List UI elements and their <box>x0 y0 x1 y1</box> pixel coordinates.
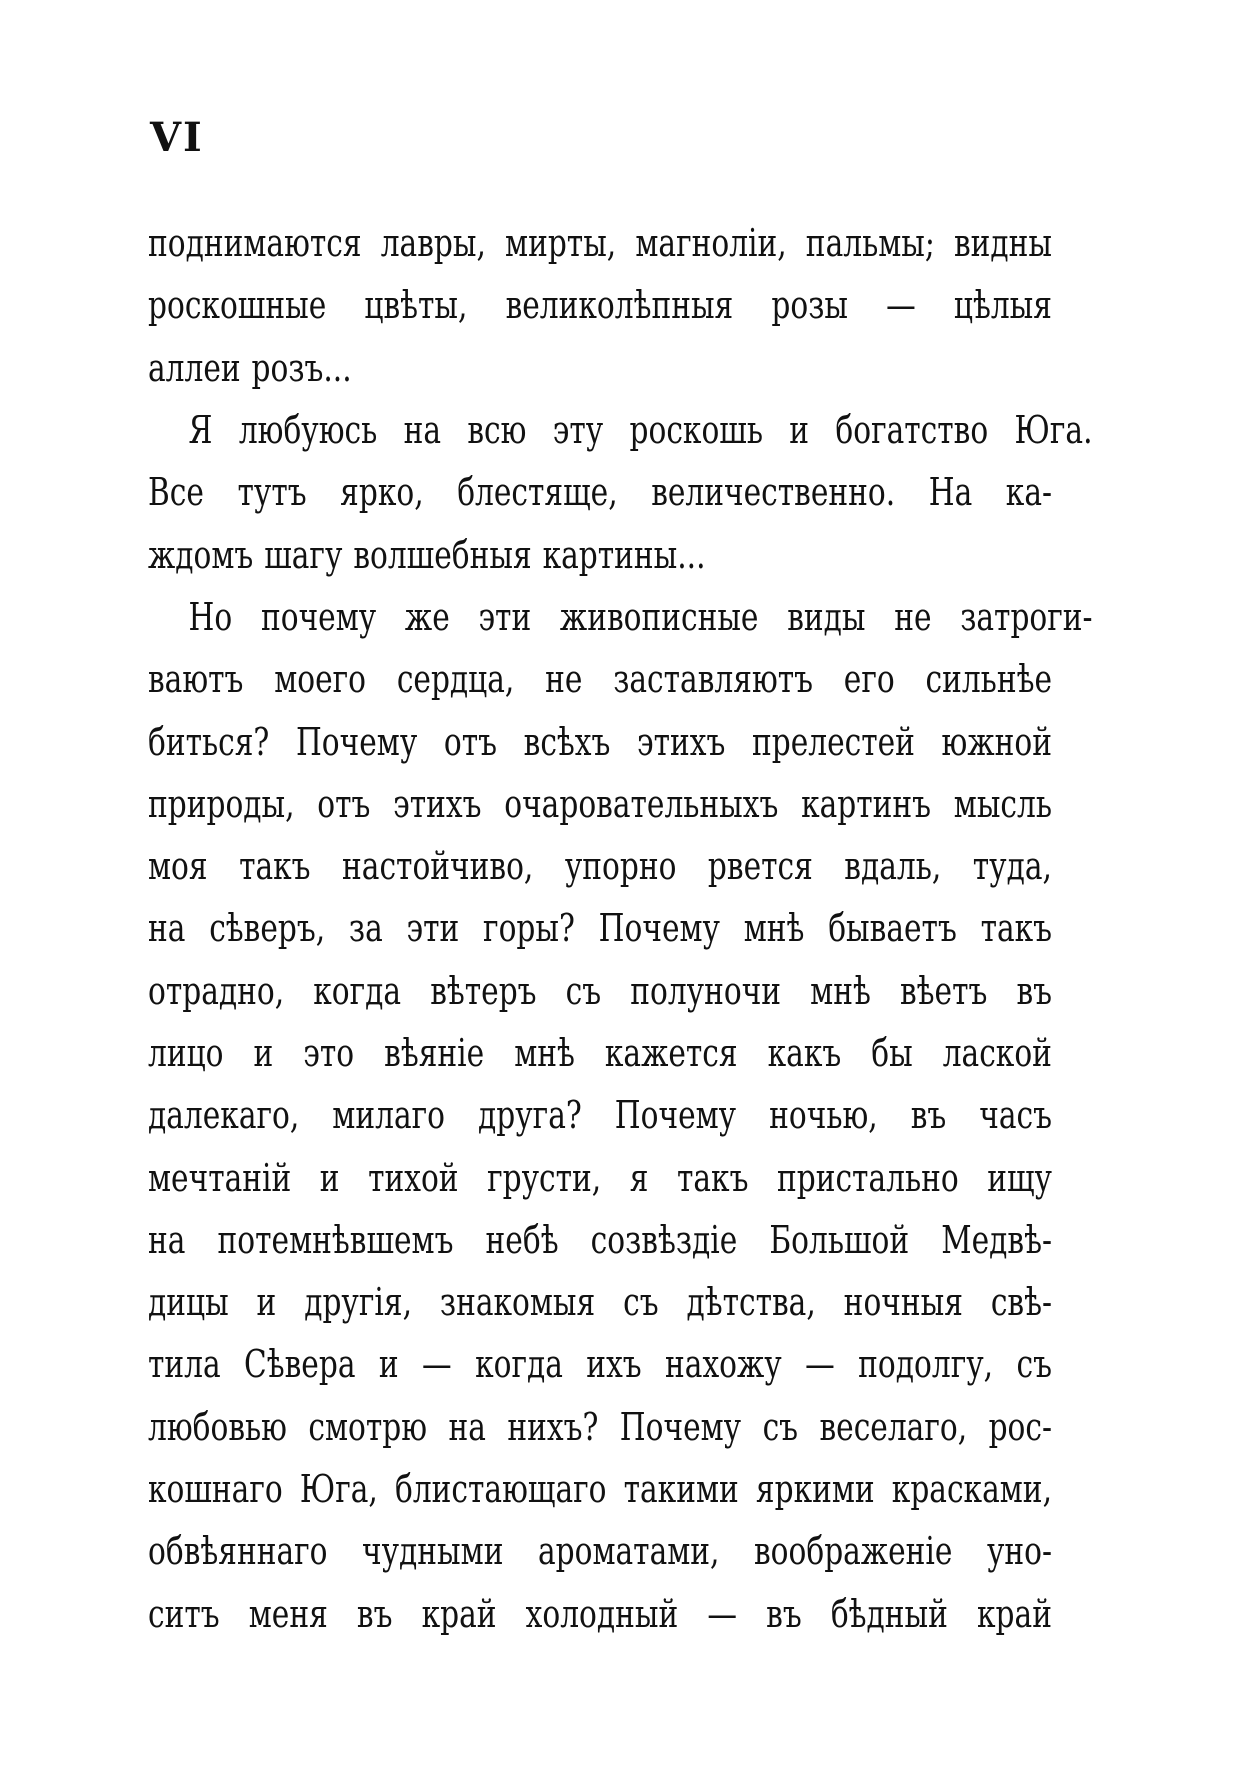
word: ситъ <box>148 1591 220 1636</box>
word: На <box>928 470 973 515</box>
word: съ <box>623 1280 659 1325</box>
word: эту <box>552 408 604 453</box>
word: край <box>977 1591 1052 1636</box>
word: чудными <box>362 1529 504 1574</box>
word: другія, <box>304 1280 413 1325</box>
word: мнѣ <box>514 1031 575 1075</box>
word: холодный <box>525 1591 679 1636</box>
word: биться? <box>148 719 270 764</box>
text-line <box>148 710 1052 772</box>
word: вѣетъ <box>899 968 988 1013</box>
word: Большой <box>769 1217 910 1262</box>
word: рвется <box>707 844 813 889</box>
word: Но <box>188 594 233 639</box>
text-line <box>148 1209 1052 1271</box>
text-line <box>148 1520 1052 1582</box>
word: и <box>256 1280 277 1325</box>
word: любовью <box>148 1404 287 1449</box>
word: ка- <box>1005 470 1053 515</box>
word: заставляютъ <box>613 657 814 702</box>
text-line <box>148 337 1052 399</box>
word: яркими <box>755 1467 875 1512</box>
word: тила <box>148 1342 221 1387</box>
word: блистающаго <box>394 1467 607 1512</box>
word: ночью, <box>769 1093 878 1138</box>
word: блестяще, <box>457 470 618 515</box>
word: настойчиво, <box>342 844 534 889</box>
word: мечтаній <box>148 1155 292 1200</box>
word: подолгу, <box>858 1342 994 1387</box>
text-line <box>148 274 1052 336</box>
word: упорно <box>564 844 677 889</box>
word: не <box>545 657 583 702</box>
word: же <box>404 594 450 639</box>
page-number: VI <box>150 114 204 161</box>
word: сильнѣе <box>925 657 1052 702</box>
text-line <box>148 523 1052 585</box>
word: лицо <box>148 1031 224 1075</box>
word: меня <box>248 1591 328 1636</box>
word: веселаго, <box>819 1404 968 1449</box>
word: картинъ <box>801 781 932 826</box>
word: дицы <box>148 1280 229 1325</box>
word: богатство <box>835 408 989 453</box>
word: мнѣ <box>743 906 805 951</box>
word: такъ <box>980 906 1053 951</box>
word: южной <box>941 719 1052 764</box>
word: такъ <box>239 844 311 889</box>
text-line <box>148 212 1052 274</box>
text-line <box>148 1271 1052 1333</box>
word: ваютъ <box>148 657 244 702</box>
word: Почему <box>295 719 418 764</box>
text-line <box>148 1396 1052 1458</box>
word: на <box>148 906 186 951</box>
word: знакомыя <box>439 1280 596 1325</box>
word: ихъ <box>586 1342 642 1387</box>
word: въ <box>356 1591 393 1636</box>
word: розы <box>771 283 848 328</box>
text-line <box>148 399 1093 461</box>
word: вдаль, <box>844 844 942 889</box>
body-text <box>148 212 1093 1645</box>
word: Почему <box>598 906 720 951</box>
word: грусти, <box>487 1155 602 1200</box>
word: полуночи <box>630 968 782 1013</box>
word: бѣдный <box>830 1591 948 1636</box>
word: съ <box>1016 1342 1052 1387</box>
word: сѣверъ, <box>209 906 326 951</box>
word: такими <box>623 1467 739 1512</box>
word: его <box>843 657 895 702</box>
word: пристально <box>776 1155 959 1200</box>
word: Медвѣ- <box>941 1217 1052 1262</box>
word: воображеніе <box>753 1529 953 1574</box>
word: я <box>629 1155 649 1200</box>
word: обвѣяннаго <box>148 1529 328 1574</box>
word: моя <box>148 844 208 889</box>
word: ярко, <box>340 470 424 515</box>
word: дѣтства, <box>686 1280 816 1325</box>
text-line <box>148 1458 1052 1520</box>
word: Я <box>188 408 213 453</box>
word: Все <box>148 470 204 515</box>
word: любуюсь <box>238 408 378 453</box>
word: какъ <box>767 1031 842 1075</box>
text-line <box>148 960 1052 1022</box>
word: мнѣ <box>810 968 871 1013</box>
word: отъ <box>317 781 371 826</box>
word: аллеи <box>148 345 241 390</box>
word: когда <box>313 968 402 1013</box>
text-line <box>148 773 1052 835</box>
word: пальмы; <box>805 221 935 266</box>
word: прелестей <box>751 719 915 764</box>
word: Сѣвера <box>244 1342 356 1387</box>
word: это <box>303 1031 355 1075</box>
word: въ <box>766 1591 802 1636</box>
word: эти <box>478 594 532 639</box>
word: цвѣты, <box>364 283 468 328</box>
word: виды <box>787 594 866 639</box>
word: мирты, <box>505 221 617 266</box>
word: почему <box>260 594 377 639</box>
word: рос- <box>988 1404 1053 1449</box>
word: ночныя <box>843 1280 963 1325</box>
word: на <box>403 408 442 453</box>
text-line <box>148 461 1052 523</box>
word: очаровательныхъ <box>504 781 779 826</box>
word: бы <box>871 1031 913 1075</box>
word: всю <box>467 408 527 453</box>
word: моего <box>274 657 367 702</box>
text-line <box>148 1146 1052 1208</box>
word: бываетъ <box>828 906 957 951</box>
word: и <box>319 1155 340 1200</box>
word: ищу <box>987 1155 1052 1200</box>
word: — <box>886 283 916 328</box>
word: розъ... <box>251 345 352 390</box>
word: Почему <box>619 1404 742 1449</box>
word: кошнаго <box>148 1467 283 1512</box>
word: Юга, <box>299 1467 378 1512</box>
word: красками, <box>891 1467 1052 1512</box>
word: въ <box>1016 968 1053 1013</box>
word: тутъ <box>237 470 307 515</box>
text-line <box>148 835 1052 897</box>
word: эти <box>406 906 460 951</box>
word: шагу <box>264 532 343 577</box>
word: когда <box>475 1342 563 1387</box>
word: лавры, <box>380 221 486 266</box>
word: на <box>148 1217 186 1262</box>
word: роскошные <box>148 283 327 328</box>
word: въ <box>910 1093 947 1138</box>
word: и <box>253 1031 274 1075</box>
word: небѣ <box>485 1217 559 1262</box>
text-line <box>148 1022 1052 1084</box>
word: далекаго, <box>148 1093 300 1138</box>
word: волшебныя <box>353 532 532 577</box>
word: вѣяніе <box>384 1031 485 1075</box>
word: не <box>894 594 932 639</box>
word: магноліи, <box>635 221 787 266</box>
word: этихъ <box>637 719 726 764</box>
word: созвѣздіе <box>590 1217 738 1262</box>
word: край <box>421 1591 497 1636</box>
word: роскошь <box>629 408 763 453</box>
word: и <box>378 1342 399 1387</box>
text-line <box>148 1333 1052 1395</box>
word: природы, <box>148 781 295 826</box>
word: съ <box>565 968 602 1013</box>
word: свѣ- <box>990 1280 1053 1325</box>
word: этихъ <box>393 781 482 826</box>
word: отъ <box>443 719 498 764</box>
word: горы? <box>483 906 575 951</box>
text-line <box>148 1084 1052 1146</box>
word: всѣхъ <box>523 719 611 764</box>
word: поднимаются <box>148 221 362 266</box>
word: — <box>707 1591 738 1636</box>
word: тихой <box>368 1155 459 1200</box>
word: нахожу <box>665 1342 782 1387</box>
word: такъ <box>676 1155 749 1200</box>
word: и <box>789 408 810 453</box>
word: Почему <box>614 1093 737 1138</box>
text-line <box>148 586 1093 648</box>
word: Юга. <box>1014 408 1093 453</box>
word: уно- <box>986 1529 1052 1574</box>
word: нихъ? <box>507 1404 599 1449</box>
text-line <box>148 1583 1052 1645</box>
word: часъ <box>979 1093 1053 1138</box>
word: на <box>448 1404 486 1449</box>
word: туда, <box>972 844 1052 889</box>
word: мысль <box>953 781 1052 826</box>
word: цѣлыя <box>953 283 1052 328</box>
word: величественно. <box>651 470 896 515</box>
word: ждомъ <box>148 532 254 577</box>
word: кажется <box>604 1031 738 1075</box>
word: затроги- <box>960 594 1093 639</box>
word: — <box>422 1342 452 1387</box>
word: смотрю <box>308 1404 428 1449</box>
text-line <box>148 897 1052 959</box>
word: друга? <box>478 1093 582 1138</box>
word: лаской <box>942 1031 1052 1075</box>
word: сердца, <box>396 657 515 702</box>
word: отрадно, <box>148 968 285 1013</box>
word: — <box>805 1342 835 1387</box>
word: за <box>348 906 383 951</box>
word: живописные <box>559 594 759 639</box>
word: великолѣпныя <box>505 283 734 328</box>
word: съ <box>762 1404 799 1449</box>
word: вѣтеръ <box>430 968 537 1013</box>
word: милаго <box>332 1093 445 1138</box>
word: видны <box>953 221 1053 266</box>
word: картины... <box>542 532 706 577</box>
word: потемнѣвшемъ <box>217 1217 454 1262</box>
word: ароматами, <box>537 1529 720 1574</box>
text-line <box>148 648 1052 710</box>
